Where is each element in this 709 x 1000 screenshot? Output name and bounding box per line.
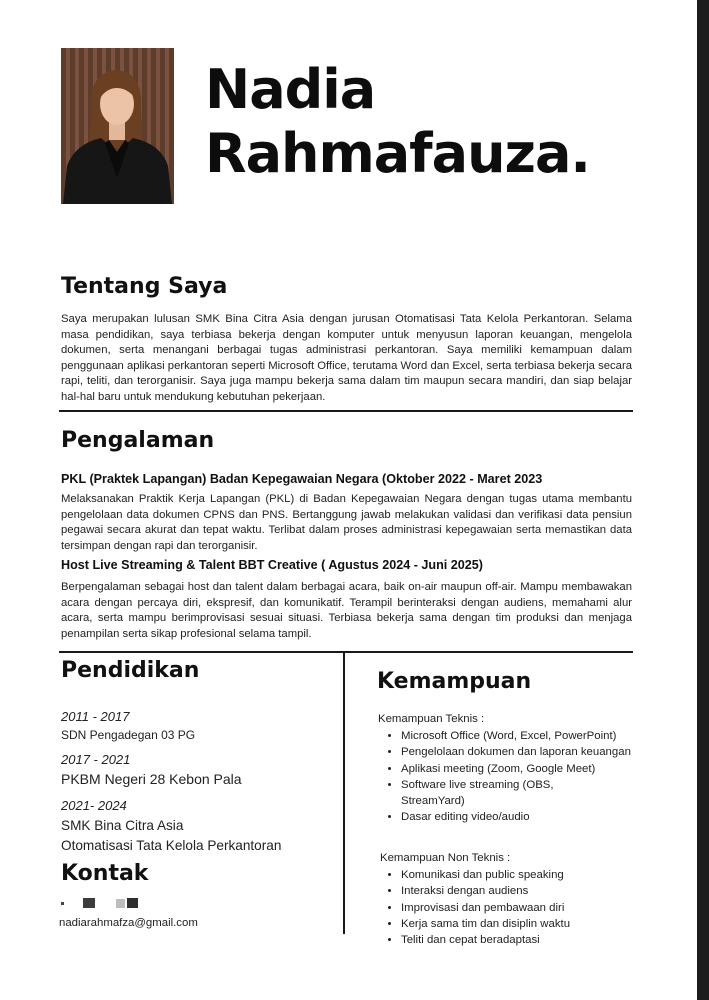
technical-skills-label: Kemampuan Teknis :: [378, 713, 485, 725]
education-years-2: 2017 - 2021: [61, 752, 131, 767]
portrait-illustration: [61, 48, 174, 204]
profile-photo: [61, 48, 174, 204]
education-school-1: SDN Pengadegan 03 PG: [61, 728, 196, 742]
candidate-name: [205, 58, 590, 186]
list-item: • Dasar editing video/audio: [401, 809, 659, 825]
email-address: nadiarahmafza@gmail.com: [59, 917, 198, 929]
name-line-1: Nadia: [205, 58, 376, 121]
skills-heading: Kemampuan: [377, 669, 532, 694]
right-edge-bar: [697, 0, 709, 1000]
list-item: • Aplikasi meeting (Zoom, Google Meet): [401, 761, 659, 777]
education-school-2: PKBM Negeri 28 Kebon Pala: [61, 771, 242, 787]
list-item: • Improvisasi dan pembawaan diri: [401, 900, 659, 916]
nontechnical-skills-list: [379, 867, 659, 948]
list-item: • Kerja sama tim dan disiplin waktu: [401, 916, 659, 932]
list-item: • Software live streaming (OBS, StreamYard): [401, 777, 591, 810]
job-description-2: Berpengalaman sebagai host dan talent dalam berbagai acara, baik on-air maupun off-air. Mampu membawakan acara dengan percaya diri, ekspresif, dan komunikatif. Terampil berinteraksi dengan audiens, memahami alur acara, serta mampu berimprovisasi sesuai situasi. Terbiasa bekerja sama dengan tim produksi dan menjaga penampilan serta sikap profesional selama tampil.: [61, 581, 632, 640]
list-item: • Komunikasi dan public speaking: [401, 867, 659, 883]
nontechnical-skills-label: Kemampuan Non Teknis :: [380, 852, 511, 864]
divider-experience: [59, 651, 633, 653]
education-major-3: Otomatisasi Tata Kelola Perkantoran: [61, 838, 282, 853]
job-title-1: PKL (Praktek Lapangan) Badan Kepegawaian Negara (Oktober 2022 - Maret 2023: [61, 472, 543, 486]
job-description-1: Melaksanakan Praktik Kerja Lapangan (PKL) di Badan Kepegawaian Negara dengan tugas utama membantu pengelolaan data dokumen CPNS dan PNS. Bertanggung jawab melakukan validasi dan verifikasi data pensiun pegawai secara akurat dan tepat waktu. Terlibat dalam proses administrasi kepegawaian serta memastikan data tersimpan dengan rapi dan terorganisir.: [61, 493, 632, 552]
education-years-1: 2011 - 2017: [61, 709, 130, 724]
redacted-phone-number: [61, 896, 151, 910]
about-text: Saya merupakan lulusan SMK Bina Citra Asia dengan jurusan Otomatisasi Tata Kelola Perkantoran. Selama masa pendidikan, saya terbiasa bekerja dengan komputer untuk menyusun laporan keuangan, mengelola dokumen, serta menangani berbagai tugas administrasi perkantoran. Saya memiliki kemampuan dalam penggunaan aplikasi perkantoran seperti Microsoft Office, terutama Word dan Excel, serta terbiasa bekerja secara rapi, teliti, dan terorganisir. Saya juga mampu bekerja sama dalam tim maupun secara mandiri, dan siap belajar hal-hal baru untuk mendukung kebutuhan pekerjaan.: [61, 313, 633, 403]
list-item: • Pengelolaan dokumen dan laporan keuangan: [401, 744, 659, 760]
divider-about: [59, 410, 633, 412]
column-divider: [343, 652, 345, 934]
education-heading: Pendidikan: [61, 658, 200, 683]
experience-heading: Pengalaman: [61, 428, 215, 453]
list-item: • Teliti dan cepat beradaptasi: [401, 932, 659, 948]
education-years-3: 2021- 2024: [61, 798, 127, 813]
name-line-2: Rahmafauza.: [205, 122, 590, 185]
list-item: • Microsoft Office (Word, Excel, PowerPoint): [401, 728, 659, 744]
list-item: • Interaksi dengan audiens: [401, 883, 659, 899]
about-heading: Tentang Saya: [61, 274, 228, 299]
education-school-3: SMK Bina Citra Asia: [61, 818, 184, 833]
contact-heading: Kontak: [61, 861, 149, 886]
technical-skills-list: [379, 728, 659, 826]
job-title-2: Host Live Streaming & Talent BBT Creative ( Agustus 2024 - Juni 2025): [61, 558, 484, 572]
